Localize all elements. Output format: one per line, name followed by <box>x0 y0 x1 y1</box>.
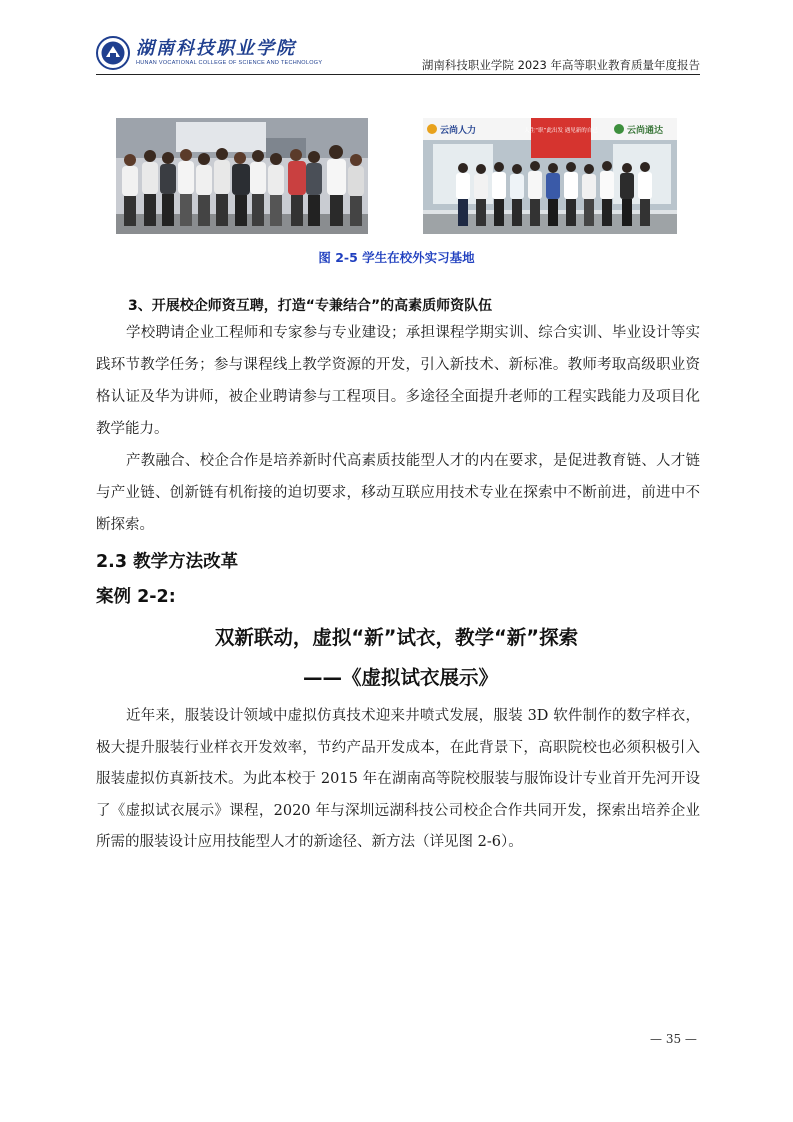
case-title: 双新联动，虚拟“新”试衣，教学“新”探索 <box>214 626 579 649</box>
report-title: 湖南科技职业学院 2023 年高等职业教育质量年度报告 <box>421 58 700 72</box>
section-2-3-heading: 2.3 教学方法改革 <box>96 552 239 572</box>
photo-students-left <box>116 118 368 234</box>
section-3-paragraph-1: 学校聘请企业工程师和专家参与专业建设；承担课程学期实训、综合实训、毕业设计等实践环节教学任务；参与课程线上教学资源的开发，引入新技术、新标准。教师考取高级职业资格认证及华为讲师，被企业聘请参与工程项目。多途径全面提升老师的工程实践能力及项目化教学能力。 <box>96 325 700 437</box>
case-paragraph: 近年来，服装设计领域中虚拟仿真技术迎来井喷式发展，服装 3D 软件制作的数字样衣，极大提升服装行业样衣开发效率，节约产品开发成本，在此背景下，高职院校也必须积极引入服装虚拟仿真新技术。为此本校于 2015 年在湖南高等院校服装与服饰设计专业首开先河开设了《虚拟试衣展示》课程，2020 年与深圳远湖科技公司校企合作共同开发，探索出培养企业所需的服装设计应用技能型人才的新途径、新方法（详见图 2-6）。 <box>96 708 700 850</box>
header-divider <box>96 74 700 75</box>
section-3-heading: 3、开展校企师资互聘，打造“专兼结合”的高素质师资队伍 <box>128 298 493 314</box>
case-subtitle: ——《虚拟试衣展示》 <box>302 666 498 689</box>
sign-slogan: 人生“职”此出发 遇见新的自己 <box>524 128 598 134</box>
logo-chinese-name: 湖南科技职业学院 <box>136 38 296 59</box>
logo-english-name: HUNAN VOCATIONAL COLLEGE OF SCIENCE AND TECHNOLOGY <box>136 60 323 66</box>
college-seal-icon <box>96 36 130 70</box>
case-label: 案例 2-2: <box>96 587 176 607</box>
college-logo <box>96 36 322 70</box>
page-header <box>96 36 700 74</box>
page-number: — 35 — <box>650 1032 697 1046</box>
photo-students-right <box>423 118 677 234</box>
figure-caption: 图 2-5 学生在校外实习基地 <box>318 250 475 265</box>
sign-yunshang-renli: 云尚人力 <box>440 126 477 136</box>
sign-yunshang-tongda: 云尚通达 <box>627 126 664 136</box>
section-3-paragraph-2: 产教融合、校企合作是培养新时代高素质技能型人才的内在要求，是促进教育链、人才链与产业链、创新链有机衔接的迫切要求，移动互联应用技术专业在探索中不断前进，前进中不断探索。 <box>96 453 700 533</box>
